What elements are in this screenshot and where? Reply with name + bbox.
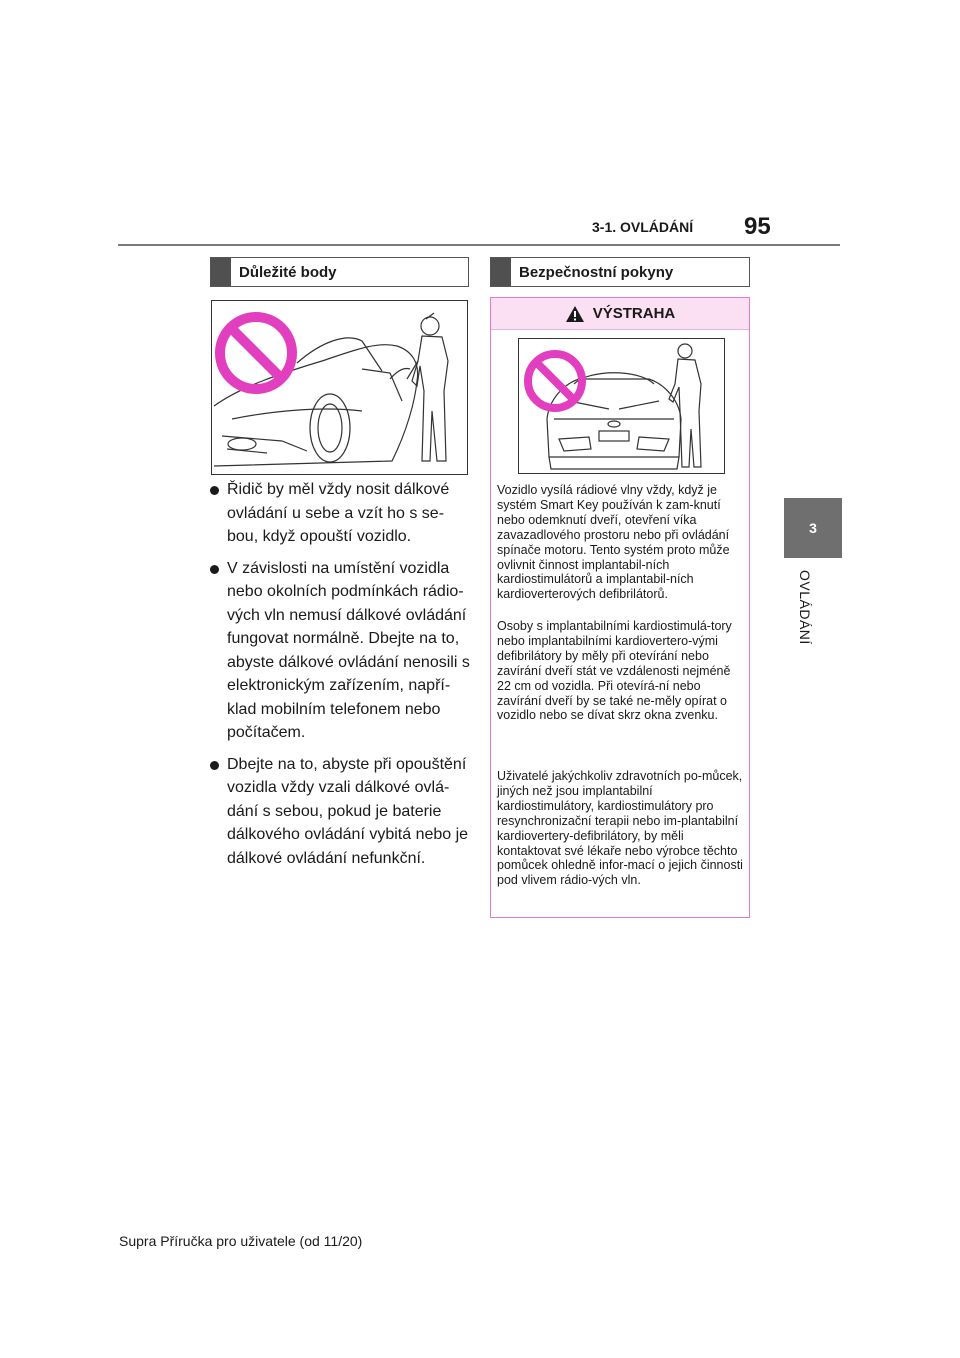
warning-paragraph: Vozidlo vysílá rádiové vlny vždy, když je systém Smart Key používán k zam-knutí nebo odemknutí dveří, otevření víka zavazadlového prostoru nebo při ovládání spínače motoru. Tento systém proto může ovlivnit činnost implantabil-ních kardiostimulátorů a implantabil-ních kardioverterových defibrilátorů. bbox=[497, 483, 730, 602]
footer-manual-title: Supra Příručka pro uživatele (od 11/20) bbox=[119, 1233, 363, 1249]
bullet-text: V závislosti na umístění vozidla nebo okolních podmínkách rádio-vých vln nemusí dálkové ovládání fungovat normálně. Dbejte na to, abyste dálkové ovládání nenosili s elektronickým zařízením, napří-klad mobilním telefonem nebo počítačem. bbox=[227, 559, 470, 741]
section-title: 3-1. OVLÁDÁNÍ bbox=[592, 219, 694, 235]
safety-instructions-heading bbox=[490, 257, 750, 287]
heading-marker bbox=[491, 258, 511, 286]
chapter-label: OVLÁDÁNÍ bbox=[797, 570, 813, 645]
important-points-heading bbox=[210, 257, 469, 287]
warning-paragraph: Osoby s implantabilními kardiostimulá-tory nebo implantabilními kardiovertero-vými defibrilátory by měly při otevírání nebo zavírání dveří stát ve vzdálenosti nejméně 22 cm od vozidla. Při otevírá-ní nebo zavírání dveří by se také ne-měly opírat o vozidlo nebo se dívat skrz okna zvenku. bbox=[497, 619, 732, 723]
important-points-label: Důležité body bbox=[239, 263, 337, 281]
car-front-illustration bbox=[518, 338, 725, 474]
bullet-text: Řidič by měl vždy nosit dálkové ovládání u sebe a vzít ho s se-bou, když opouští vozidlo. bbox=[227, 481, 450, 545]
bullet-dot bbox=[210, 565, 219, 574]
warning-paragraph: Uživatelé jakýchkoliv zdravotních po-můcek, jiných než jsou implantabilní kardiostimulátory, kardiostimulátory pro resynchronizační terapii nebo im-plantabilní kardiovertery-defibrilátory, by měli kontaktovat své lékaře nebo výrobce těchto pomůcek ohledně infor-mací o jejich činnosti pod vlivem rádio-vých vln. bbox=[497, 769, 743, 888]
warning-triangle-icon bbox=[565, 305, 585, 323]
chapter-tab bbox=[784, 498, 842, 558]
list-item bbox=[210, 753, 472, 871]
car-front-drawing bbox=[519, 339, 724, 473]
list-item bbox=[210, 557, 472, 745]
header-rule bbox=[118, 244, 840, 246]
chapter-number: 3 bbox=[809, 520, 817, 536]
heading-marker bbox=[211, 258, 231, 286]
prohibition-icon bbox=[220, 317, 292, 389]
warning-header bbox=[491, 298, 749, 330]
warning-title: VÝSTRAHA bbox=[592, 305, 676, 322]
bullet-list bbox=[210, 478, 472, 878]
list-item bbox=[210, 478, 472, 549]
bullet-dot bbox=[210, 761, 219, 770]
warning-box bbox=[490, 297, 750, 918]
bullet-text: Dbejte na to, abyste při opouštění vozidla vždy vzali dálkové ovlá-dání s sebou, pokud je baterie dálkového ovládání vybitá nebo je dálkové ovládání nefunkční. bbox=[227, 755, 469, 867]
page-number: 95 bbox=[744, 213, 771, 240]
car-side-illustration bbox=[211, 300, 468, 475]
bullet-dot bbox=[210, 486, 219, 495]
safety-instructions-label: Bezpečnostní pokyny bbox=[519, 263, 674, 281]
car-and-driver-drawing bbox=[212, 301, 467, 474]
